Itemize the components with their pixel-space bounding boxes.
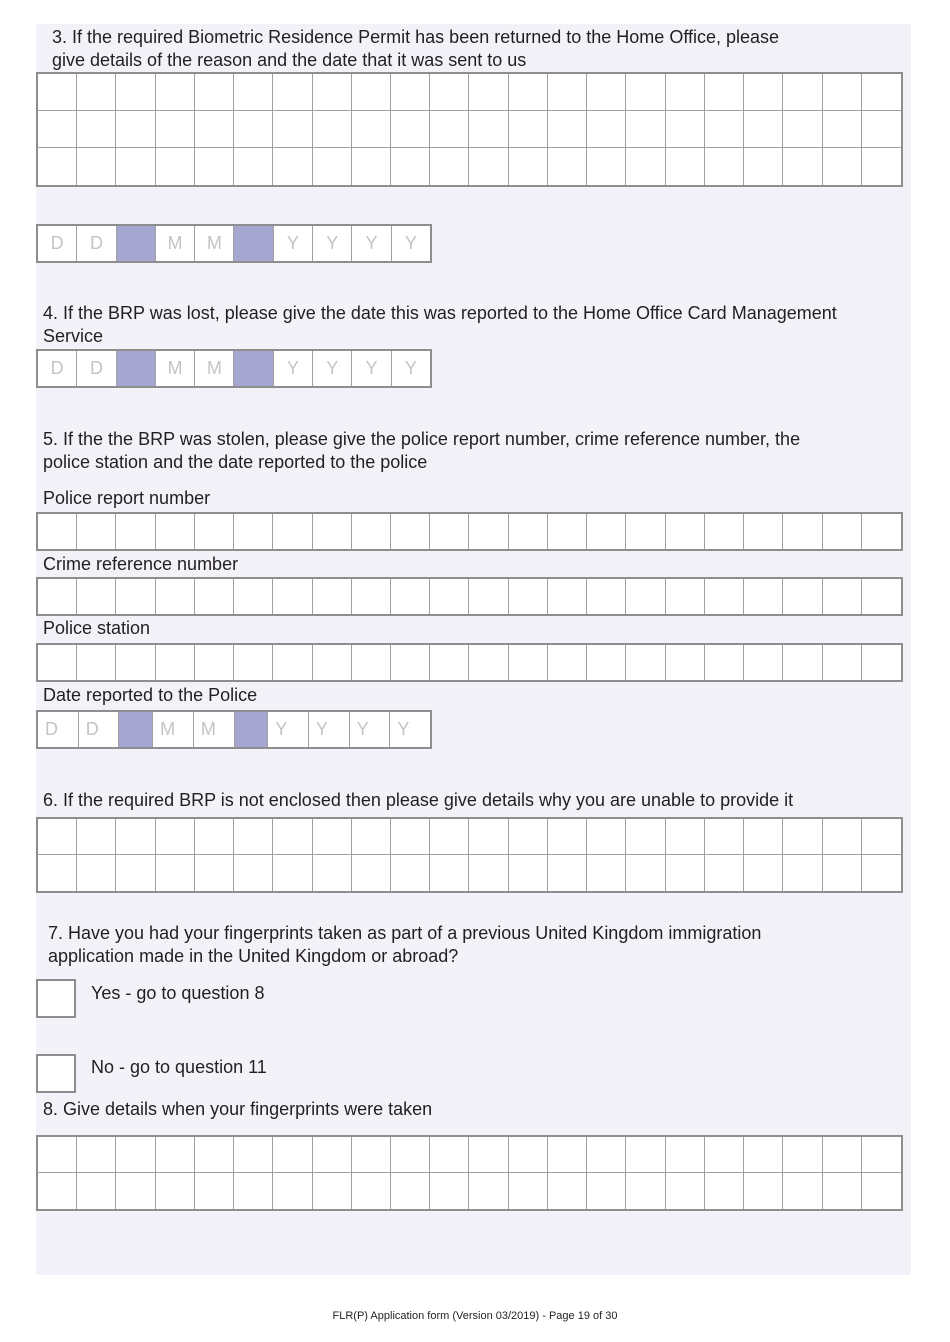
character-box[interactable] — [744, 514, 783, 549]
question-5-line2: police station and the date reported to the police — [43, 452, 428, 472]
character-box[interactable] — [156, 579, 195, 614]
character-box[interactable] — [430, 1173, 469, 1209]
character-box[interactable] — [666, 74, 705, 111]
character-box[interactable] — [509, 819, 548, 855]
character-box[interactable] — [823, 1137, 862, 1173]
character-box[interactable] — [234, 148, 273, 185]
character-box[interactable] — [156, 148, 195, 185]
character-box[interactable] — [352, 819, 391, 855]
character-box[interactable] — [195, 111, 234, 148]
date-month-box[interactable]: M — [194, 712, 235, 747]
character-box[interactable] — [744, 148, 783, 185]
character-box[interactable] — [666, 514, 705, 549]
character-box[interactable] — [469, 819, 508, 855]
character-box[interactable] — [823, 819, 862, 855]
character-box[interactable] — [116, 148, 155, 185]
character-box[interactable] — [391, 514, 430, 549]
character-box[interactable] — [823, 514, 862, 549]
character-box[interactable] — [352, 111, 391, 148]
character-box[interactable] — [587, 855, 626, 891]
date-reported-field[interactable] — [36, 710, 432, 749]
character-box[interactable] — [38, 1173, 77, 1209]
character-box[interactable] — [705, 645, 744, 680]
character-box[interactable] — [783, 819, 822, 855]
character-box[interactable] — [744, 579, 783, 614]
character-box[interactable] — [587, 579, 626, 614]
character-box[interactable] — [862, 579, 901, 614]
character-box[interactable] — [705, 514, 744, 549]
character-box[interactable] — [38, 148, 77, 185]
character-box[interactable] — [430, 1137, 469, 1173]
character-box[interactable] — [862, 1173, 901, 1209]
date-month-box[interactable]: M — [195, 351, 234, 386]
question-5-line1: 5. If the the BRP was stolen, please give the police report number, crime reference number, the — [43, 429, 801, 449]
character-box[interactable] — [862, 148, 901, 185]
character-box[interactable] — [156, 74, 195, 111]
character-box[interactable] — [509, 1137, 548, 1173]
character-box[interactable] — [77, 579, 116, 614]
date-month-box[interactable]: M — [153, 712, 194, 747]
character-box[interactable] — [156, 1137, 195, 1173]
character-box[interactable] — [469, 74, 508, 111]
character-box[interactable] — [156, 111, 195, 148]
character-box[interactable] — [666, 855, 705, 891]
date-year-box[interactable]: Y — [404, 233, 417, 253]
character-box[interactable] — [116, 819, 155, 855]
character-box[interactable] — [744, 1173, 783, 1209]
character-box[interactable] — [273, 111, 312, 148]
police-report-number-grid[interactable] — [36, 512, 903, 551]
character-box[interactable] — [38, 855, 77, 891]
character-box[interactable] — [313, 579, 352, 614]
character-box[interactable] — [705, 819, 744, 855]
date-day-box[interactable]: D — [38, 712, 79, 747]
character-box[interactable] — [77, 645, 116, 680]
character-box[interactable] — [234, 111, 273, 148]
character-box[interactable] — [744, 74, 783, 111]
date-month-box[interactable]: M — [195, 226, 234, 261]
no-checkbox-label: No - go to question 11 — [91, 1057, 267, 1077]
character-box[interactable] — [744, 645, 783, 680]
date-year-box[interactable]: Y — [352, 226, 391, 261]
character-box[interactable] — [430, 855, 469, 891]
character-box[interactable] — [823, 74, 862, 111]
character-box[interactable] — [391, 855, 430, 891]
character-box[interactable] — [783, 1173, 822, 1209]
character-box[interactable] — [38, 74, 77, 111]
character-box[interactable] — [587, 74, 626, 111]
question-7-line1: 7. Have you had your fingerprints taken as part of a previous United Kingdom immigration — [48, 923, 762, 943]
character-box[interactable] — [823, 855, 862, 891]
character-box[interactable] — [587, 1173, 626, 1209]
character-box[interactable] — [705, 579, 744, 614]
question-8-text: 8. Give details when your fingerprints were taken — [43, 1099, 433, 1119]
character-box[interactable] — [352, 514, 391, 549]
character-box[interactable] — [156, 855, 195, 891]
character-box[interactable] — [352, 855, 391, 891]
character-box[interactable] — [509, 1173, 548, 1209]
police-station-grid[interactable] — [36, 643, 903, 682]
character-box[interactable] — [77, 111, 116, 148]
date-day-box[interactable]: D — [79, 712, 120, 747]
character-box[interactable] — [666, 148, 705, 185]
character-box[interactable] — [156, 645, 195, 680]
character-box[interactable] — [38, 819, 77, 855]
character-box[interactable] — [509, 855, 548, 891]
character-box[interactable] — [273, 579, 312, 614]
character-box[interactable] — [469, 855, 508, 891]
character-box[interactable] — [509, 148, 548, 185]
character-box[interactable] — [234, 579, 273, 614]
character-box[interactable] — [783, 855, 822, 891]
date-year-box[interactable]: Y — [352, 351, 391, 386]
character-box[interactable] — [705, 1173, 744, 1209]
character-box[interactable] — [548, 74, 587, 111]
character-box[interactable] — [352, 1173, 391, 1209]
character-box[interactable] — [626, 1137, 665, 1173]
character-box[interactable] — [744, 855, 783, 891]
character-box[interactable] — [234, 1137, 273, 1173]
character-box[interactable] — [862, 645, 901, 680]
character-box[interactable] — [116, 855, 155, 891]
date-month-box[interactable]: M — [156, 351, 195, 386]
character-box[interactable] — [666, 819, 705, 855]
character-box[interactable] — [313, 1137, 352, 1173]
character-box[interactable] — [823, 1173, 862, 1209]
character-box[interactable] — [313, 111, 352, 148]
question-3-line1: 3. If the required Biometric Residence Permit has been returned to the Home Office, please — [52, 27, 780, 47]
character-box[interactable] — [391, 645, 430, 680]
character-box[interactable] — [38, 514, 77, 549]
date-separator — [117, 226, 156, 261]
character-box[interactable] — [666, 579, 705, 614]
character-box[interactable] — [352, 1137, 391, 1173]
crime-reference-number-label: Crime reference number — [43, 554, 239, 574]
character-box[interactable] — [548, 1173, 587, 1209]
character-box[interactable] — [234, 514, 273, 549]
question-3-text — [52, 26, 779, 72]
character-box[interactable] — [195, 1173, 234, 1209]
character-box[interactable] — [744, 819, 783, 855]
date-reported-label: Date reported to the Police — [43, 685, 258, 705]
character-box[interactable] — [195, 74, 234, 111]
character-box[interactable] — [783, 74, 822, 111]
character-box[interactable] — [116, 579, 155, 614]
character-box[interactable] — [705, 855, 744, 891]
police-report-number-label: Police report number — [43, 488, 211, 508]
character-box[interactable] — [430, 645, 469, 680]
q3-details-grid[interactable] — [36, 72, 903, 187]
character-box[interactable] — [77, 74, 116, 111]
character-box[interactable] — [705, 74, 744, 111]
character-box[interactable] — [234, 1173, 273, 1209]
character-box[interactable] — [273, 645, 312, 680]
character-box[interactable] — [469, 1173, 508, 1209]
character-box[interactable] — [783, 1137, 822, 1173]
character-box[interactable] — [313, 855, 352, 891]
character-box[interactable] — [823, 148, 862, 185]
character-box[interactable] — [783, 111, 822, 148]
character-box[interactable] — [666, 1137, 705, 1173]
character-box[interactable] — [313, 74, 352, 111]
character-box[interactable] — [391, 1137, 430, 1173]
character-box[interactable] — [783, 579, 822, 614]
character-box[interactable] — [666, 111, 705, 148]
character-box[interactable] — [273, 148, 312, 185]
character-box[interactable] — [666, 1173, 705, 1209]
date-year-box[interactable]: Y — [274, 226, 313, 261]
character-box[interactable] — [469, 579, 508, 614]
character-box[interactable] — [666, 645, 705, 680]
character-box[interactable] — [469, 514, 508, 549]
date-day-box[interactable]: D — [38, 226, 77, 261]
character-box[interactable] — [744, 1137, 783, 1173]
page-footer: FLR(P) Application form (Version 03/2019) - Page 19 of 30 — [332, 1310, 618, 1322]
character-box[interactable] — [862, 514, 901, 549]
character-box[interactable] — [77, 1137, 116, 1173]
crime-reference-number-grid[interactable] — [36, 577, 903, 616]
question-4-line2: Service — [43, 326, 104, 346]
character-box[interactable] — [783, 514, 822, 549]
character-box[interactable] — [195, 819, 234, 855]
q3-date-field[interactable] — [36, 224, 432, 263]
character-box[interactable] — [587, 148, 626, 185]
character-box[interactable] — [587, 111, 626, 148]
character-box[interactable] — [626, 819, 665, 855]
character-box[interactable] — [116, 1173, 155, 1209]
character-box[interactable] — [77, 1173, 116, 1209]
character-box[interactable] — [391, 819, 430, 855]
date-separator — [235, 712, 269, 747]
character-box[interactable] — [509, 645, 548, 680]
character-box[interactable] — [626, 514, 665, 549]
character-box[interactable] — [352, 74, 391, 111]
date-separator — [119, 712, 153, 747]
question-4-text — [43, 302, 837, 348]
character-box[interactable] — [77, 148, 116, 185]
character-box[interactable] — [38, 1137, 77, 1173]
character-box[interactable] — [195, 579, 234, 614]
character-box[interactable] — [469, 1137, 508, 1173]
date-year-box[interactable]: Y — [309, 712, 350, 747]
character-box[interactable] — [587, 514, 626, 549]
character-box[interactable] — [548, 148, 587, 185]
character-box[interactable] — [469, 148, 508, 185]
character-box[interactable] — [626, 111, 665, 148]
date-day-box[interactable]: D — [77, 226, 116, 261]
question-4-line1: 4. If the BRP was lost, please give the date this was reported to the Home Office Card Management — [43, 303, 837, 323]
character-box[interactable] — [156, 514, 195, 549]
question-5-text — [43, 428, 800, 474]
character-box[interactable] — [823, 645, 862, 680]
character-box[interactable] — [38, 111, 77, 148]
no-checkbox[interactable] — [36, 1054, 76, 1093]
date-year-box[interactable]: Y — [397, 719, 410, 739]
character-box[interactable] — [116, 645, 155, 680]
character-box[interactable] — [548, 579, 587, 614]
character-box[interactable] — [548, 111, 587, 148]
character-box[interactable] — [862, 855, 901, 891]
character-box[interactable] — [352, 645, 391, 680]
date-year-box[interactable]: Y — [313, 351, 352, 386]
q8-details-grid[interactable] — [36, 1135, 903, 1211]
character-box[interactable] — [430, 514, 469, 549]
character-box[interactable] — [626, 855, 665, 891]
character-box[interactable] — [273, 819, 312, 855]
character-box[interactable] — [234, 819, 273, 855]
character-box[interactable] — [862, 819, 901, 855]
character-box[interactable] — [705, 1137, 744, 1173]
q6-details-grid[interactable] — [36, 817, 903, 893]
character-box[interactable] — [626, 579, 665, 614]
character-box[interactable] — [234, 855, 273, 891]
character-box[interactable] — [548, 1137, 587, 1173]
character-box[interactable] — [548, 514, 587, 549]
character-box[interactable] — [195, 645, 234, 680]
character-box[interactable] — [77, 855, 116, 891]
character-box[interactable] — [77, 819, 116, 855]
character-box[interactable] — [469, 645, 508, 680]
character-box[interactable] — [156, 1173, 195, 1209]
date-day-box[interactable]: D — [38, 351, 77, 386]
character-box[interactable] — [626, 148, 665, 185]
character-box[interactable] — [509, 74, 548, 111]
character-box[interactable] — [430, 819, 469, 855]
character-box[interactable] — [548, 855, 587, 891]
character-box[interactable] — [156, 819, 195, 855]
police-station-label: Police station — [43, 618, 151, 638]
character-box[interactable] — [38, 645, 77, 680]
character-box[interactable] — [313, 645, 352, 680]
character-box[interactable] — [391, 74, 430, 111]
date-separator — [117, 351, 156, 386]
character-box[interactable] — [313, 514, 352, 549]
character-box[interactable] — [626, 74, 665, 111]
character-box[interactable] — [273, 74, 312, 111]
character-box[interactable] — [313, 1173, 352, 1209]
question-3-line2: give details of the reason and the date that it was sent to us — [52, 50, 527, 70]
character-box[interactable] — [862, 111, 901, 148]
date-month-box[interactable]: M — [156, 226, 195, 261]
character-box[interactable] — [391, 1173, 430, 1209]
character-box[interactable] — [587, 819, 626, 855]
date-year-box[interactable]: Y — [313, 226, 352, 261]
character-box[interactable] — [509, 514, 548, 549]
yes-checkbox-label: Yes - go to question 8 — [91, 983, 265, 1003]
character-box[interactable] — [195, 1137, 234, 1173]
character-box[interactable] — [352, 148, 391, 185]
character-box[interactable] — [744, 111, 783, 148]
date-year-box[interactable]: Y — [350, 712, 391, 747]
character-box[interactable] — [391, 111, 430, 148]
character-box[interactable] — [391, 579, 430, 614]
character-box[interactable] — [548, 819, 587, 855]
date-day-box[interactable]: D — [77, 351, 116, 386]
yes-checkbox[interactable] — [36, 979, 76, 1018]
character-box[interactable] — [509, 579, 548, 614]
character-box[interactable] — [77, 514, 116, 549]
character-box[interactable] — [783, 645, 822, 680]
character-box[interactable] — [430, 148, 469, 185]
character-box[interactable] — [116, 1137, 155, 1173]
character-box[interactable] — [195, 514, 234, 549]
character-box[interactable] — [313, 819, 352, 855]
character-box[interactable] — [587, 1137, 626, 1173]
character-box[interactable] — [705, 111, 744, 148]
character-box[interactable] — [823, 579, 862, 614]
character-box[interactable] — [626, 1173, 665, 1209]
character-box[interactable] — [195, 855, 234, 891]
character-box[interactable] — [430, 111, 469, 148]
character-box[interactable] — [783, 148, 822, 185]
character-box[interactable] — [234, 74, 273, 111]
question-7-text — [48, 922, 761, 968]
character-box[interactable] — [234, 645, 273, 680]
character-box[interactable] — [469, 111, 508, 148]
date-year-box[interactable]: Y — [268, 712, 309, 747]
character-box[interactable] — [38, 579, 77, 614]
character-box[interactable] — [391, 148, 430, 185]
character-box[interactable] — [273, 1173, 312, 1209]
character-box[interactable] — [430, 74, 469, 111]
q4-date-field[interactable] — [36, 349, 432, 388]
character-box[interactable] — [195, 148, 234, 185]
date-separator — [234, 226, 273, 261]
character-box[interactable] — [430, 579, 469, 614]
character-box[interactable] — [116, 111, 155, 148]
character-box[interactable] — [352, 579, 391, 614]
character-box[interactable] — [509, 111, 548, 148]
character-box[interactable] — [116, 514, 155, 549]
question-7-line2: application made in the United Kingdom or abroad? — [48, 946, 459, 966]
character-box[interactable] — [548, 645, 587, 680]
character-box[interactable] — [823, 111, 862, 148]
character-box[interactable] — [116, 74, 155, 111]
character-box[interactable] — [587, 645, 626, 680]
character-box[interactable] — [705, 148, 744, 185]
date-year-box[interactable]: Y — [404, 358, 417, 378]
date-separator — [234, 351, 273, 386]
character-box[interactable] — [273, 855, 312, 891]
question-6-text: 6. If the required BRP is not enclosed then please give details why you are unable to provide it — [43, 790, 794, 810]
character-box[interactable] — [862, 1137, 901, 1173]
character-box[interactable] — [273, 1137, 312, 1173]
character-box[interactable] — [862, 74, 901, 111]
character-box[interactable] — [273, 514, 312, 549]
character-box[interactable] — [313, 148, 352, 185]
date-year-box[interactable]: Y — [274, 351, 313, 386]
character-box[interactable] — [626, 645, 665, 680]
